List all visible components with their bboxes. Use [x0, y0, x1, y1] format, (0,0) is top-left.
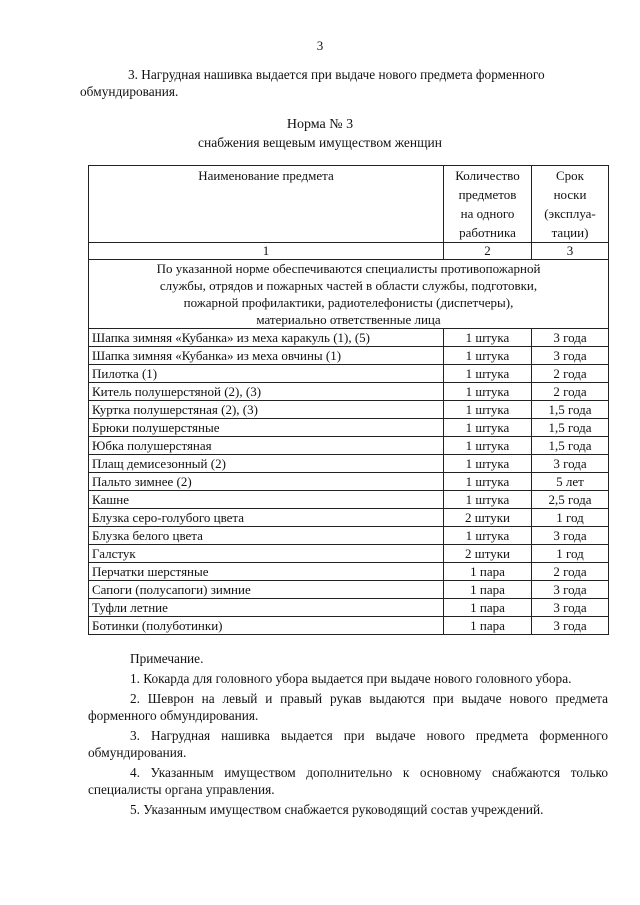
item-quantity-cell: 1 штука [444, 365, 532, 383]
note-item: 4. Указанным имуществом дополнительно к основному снабжаются только специалисты органа управления. [88, 765, 608, 797]
item-term-cell: 3 года [532, 617, 609, 635]
header-term-line: тации) [551, 225, 589, 240]
table-row [89, 383, 609, 401]
table-row [89, 509, 609, 527]
item-name-cell: Брюки полушерстяные [89, 419, 444, 437]
item-term-cell: 3 года [532, 599, 609, 617]
item-name-cell: Туфли летние [89, 599, 444, 617]
item-quantity-cell: 1 пара [444, 563, 532, 581]
item-name-cell: Галстук [89, 545, 444, 563]
item-quantity-cell: 1 штука [444, 401, 532, 419]
column-number: 2 [444, 243, 532, 260]
eligibility-note [89, 260, 609, 329]
item-term-cell: 2 года [532, 365, 609, 383]
item-name-cell: Ботинки (полуботинки) [89, 617, 444, 635]
eligibility-line: службы, отрядов и пожарных частей в области службы, подготовки, [159, 278, 538, 293]
item-name-cell: Пилотка (1) [89, 365, 444, 383]
norm-subtitle: снабжения вещевым имуществом женщин [198, 135, 442, 150]
header-quantity [444, 166, 532, 243]
table-row [89, 473, 609, 491]
table-row [89, 365, 609, 383]
norm-title: Норма № 3 [286, 117, 354, 132]
item-term-cell: 5 лет [532, 473, 609, 491]
intro-line-1: 3. Нагрудная нашивка выдается при выдаче нового предмета форменного [128, 67, 545, 82]
eligibility-line: По указанной норме обеспечиваются специалисты противопожарной [156, 261, 541, 276]
item-term-cell: 1,5 года [532, 419, 609, 437]
item-term-cell: 3 года [532, 527, 609, 545]
item-quantity-cell: 1 штука [444, 437, 532, 455]
table-row [89, 455, 609, 473]
column-number: 1 [89, 243, 444, 260]
item-name-cell: Кашне [89, 491, 444, 509]
eligibility-line: материально ответственные лица [256, 312, 441, 327]
note-item: 1. Кокарда для головного убора выдается при выдаче нового головного убора. [130, 671, 572, 686]
header-term-line: носки [553, 187, 587, 202]
page-number: 3 [316, 38, 324, 53]
item-term-cell: 3 года [532, 581, 609, 599]
item-name-cell: Шапка зимняя «Кубанка» из меха каракуль (1), (5) [89, 329, 444, 347]
table-row [89, 545, 609, 563]
column-number: 3 [532, 243, 609, 260]
table-row [89, 581, 609, 599]
item-term-cell: 2 года [532, 383, 609, 401]
item-term-cell: 1 год [532, 509, 609, 527]
item-term-cell: 3 года [532, 347, 609, 365]
table-header-row [89, 166, 609, 243]
item-quantity-cell: 1 штука [444, 527, 532, 545]
table-row [89, 401, 609, 419]
item-quantity-cell: 1 пара [444, 617, 532, 635]
item-name-cell: Шапка зимняя «Кубанка» из меха овчины (1) [89, 347, 444, 365]
item-name-cell: Юбка полушерстяная [89, 437, 444, 455]
notes-label: Примечание. [130, 651, 204, 666]
item-quantity-cell: 1 штука [444, 473, 532, 491]
header-item-name: Наименование предмета [89, 166, 444, 243]
table-row [89, 347, 609, 365]
item-quantity-cell: 1 штука [444, 491, 532, 509]
header-quantity-line: работника [459, 225, 516, 240]
item-quantity-cell: 1 штука [444, 455, 532, 473]
table-row [89, 599, 609, 617]
item-name-cell: Сапоги (полусапоги) зимние [89, 581, 444, 599]
table-row [89, 329, 609, 347]
header-quantity-line: Количество [455, 168, 520, 183]
item-quantity-cell: 1 штука [444, 383, 532, 401]
eligibility-line: пожарной профилактики, радиотелефонисты (диспетчеры), [183, 295, 514, 310]
item-name-cell: Перчатки шерстяные [89, 563, 444, 581]
item-term-cell: 3 года [532, 329, 609, 347]
intro-line-2: обмундирования. [80, 84, 179, 99]
item-name-cell: Пальто зимнее (2) [89, 473, 444, 491]
header-quantity-line: на одного [460, 206, 515, 221]
item-term-cell: 1,5 года [532, 437, 609, 455]
note-item: 5. Указанным имуществом снабжается руководящий состав учреждений. [130, 802, 544, 817]
item-name-cell: Куртка полушерстяная (2), (3) [89, 401, 444, 419]
item-quantity-cell: 1 пара [444, 599, 532, 617]
notes-section [88, 650, 608, 818]
item-quantity-cell: 1 штука [444, 329, 532, 347]
table-row [89, 617, 609, 635]
item-term-cell: 1 год [532, 545, 609, 563]
item-term-cell: 2,5 года [532, 491, 609, 509]
header-term-line: Срок [556, 168, 584, 183]
table-row [89, 527, 609, 545]
item-name-cell: Плащ демисезонный (2) [89, 455, 444, 473]
column-number-row [89, 243, 609, 260]
item-quantity-cell: 1 пара [444, 581, 532, 599]
table-row [89, 563, 609, 581]
intro-paragraph [80, 66, 612, 100]
item-quantity-cell: 1 штука [444, 347, 532, 365]
header-quantity-line: предметов [458, 187, 517, 202]
item-term-cell: 3 года [532, 455, 609, 473]
item-quantity-cell: 2 штуки [444, 509, 532, 527]
note-item: 2. Шеврон на левый и правый рукав выдаются при выдаче нового предмета форменного обмундирования. [88, 691, 608, 723]
item-name-cell: Блузка серо-голубого цвета [89, 509, 444, 527]
table-row [89, 491, 609, 509]
eligibility-row [89, 260, 609, 329]
table-row [89, 419, 609, 437]
item-name-cell: Китель полушерстяной (2), (3) [89, 383, 444, 401]
norm-table [88, 165, 609, 635]
item-quantity-cell: 1 штука [444, 419, 532, 437]
item-quantity-cell: 2 штуки [444, 545, 532, 563]
note-item: 3. Нагрудная нашивка выдается при выдаче нового предмета форменного обмундирования. [88, 728, 608, 760]
item-name-cell: Блузка белого цвета [89, 527, 444, 545]
notes-list [88, 670, 608, 818]
item-term-cell: 2 года [532, 563, 609, 581]
header-wear-term [532, 166, 609, 243]
header-term-line: (эксплуа- [544, 206, 596, 221]
item-term-cell: 1,5 года [532, 401, 609, 419]
table-row [89, 437, 609, 455]
